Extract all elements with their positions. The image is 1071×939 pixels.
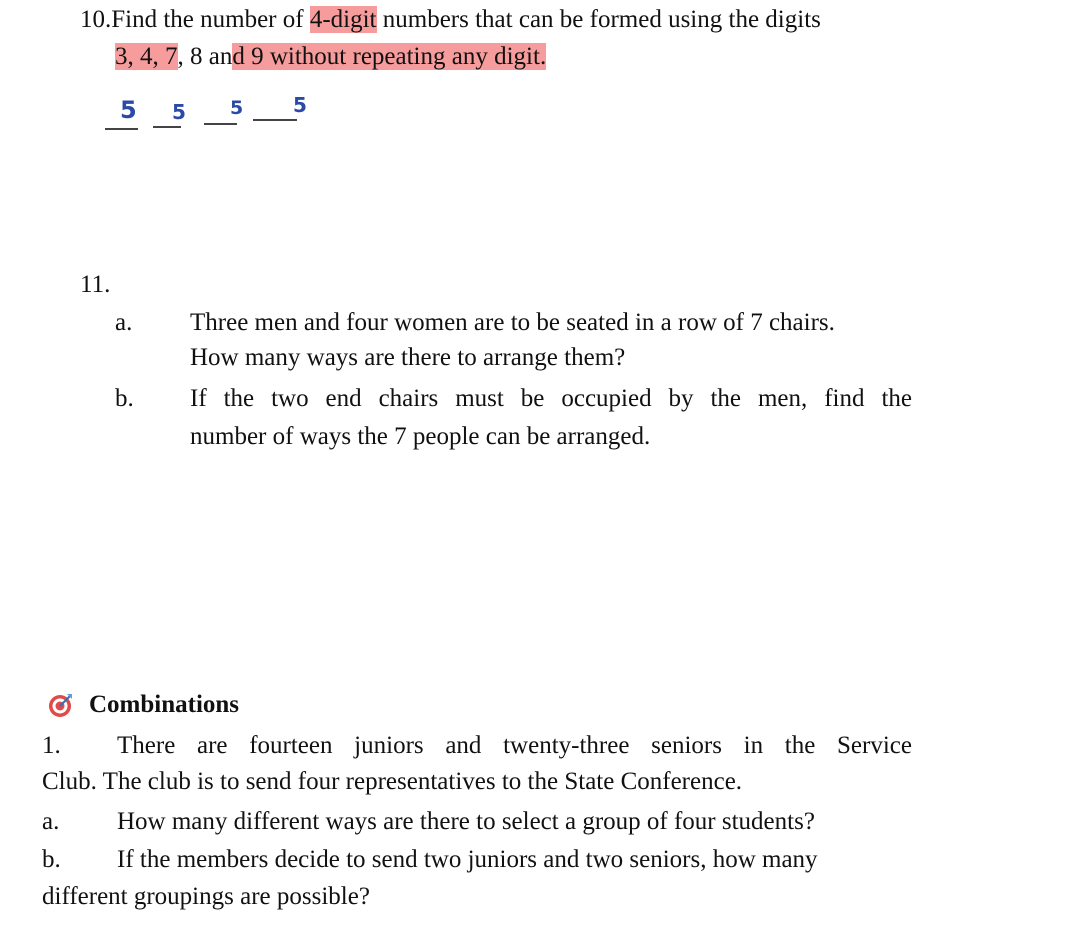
q11-a-label: a. — [115, 309, 133, 336]
q11-a-text: How many ways are there to arrange them? — [190, 344, 626, 371]
q10-line-2 — [115, 39, 546, 75]
handwritten-blank — [105, 128, 138, 130]
c1-number: 1. — [42, 732, 61, 759]
c1-text: Club. The club is to send four representatives to the State Conference. — [42, 768, 743, 795]
q11-number: 11. — [80, 271, 111, 298]
q10-text: numbers that can be formed using the digits — [376, 6, 821, 33]
direct-hit-target-icon — [48, 692, 74, 718]
highlight: d 9 without repeating any digit. — [232, 43, 547, 70]
c1-b-label: b. — [42, 846, 61, 873]
handwritten-digit: 5 — [293, 93, 307, 117]
c1-a-label: a. — [42, 808, 60, 835]
q10-text: , 8 an — [177, 43, 233, 70]
q11-a-text: Three men and four women are to be seated in a row of 7 chairs. — [190, 309, 835, 336]
handwritten-digit: 5 — [120, 96, 137, 124]
q11-b-text: If the two end chairs must be occupied by the men, find the — [190, 385, 912, 412]
c1-b-text: different groupings are possible? — [42, 883, 370, 910]
c1-b-text: If the members decide to send two juniors and two seniors, how many — [117, 846, 818, 873]
handwritten-digit: 5 — [230, 97, 244, 119]
handwritten-blank — [253, 119, 297, 121]
c1-a-text: How many different ways are there to select a group of four students? — [117, 808, 815, 835]
handwritten-blank — [204, 123, 237, 125]
q10-number: 10. — [80, 6, 112, 33]
section-heading: Combinations — [89, 691, 240, 718]
handwritten-digit: 5 — [172, 100, 186, 124]
q11-b-label: b. — [115, 385, 134, 412]
handwritten-blank — [153, 126, 181, 128]
q11-b-text: number of ways the 7 people can be arranged. — [190, 423, 651, 450]
c1-text: There are fourteen juniors and twenty-three seniors in the Service — [117, 732, 912, 759]
highlight: 3, 4, 7 — [115, 43, 178, 70]
q10-line-1 — [80, 2, 821, 38]
highlight: 4-digit — [309, 6, 377, 33]
q10-text: Find the number of — [111, 6, 310, 33]
